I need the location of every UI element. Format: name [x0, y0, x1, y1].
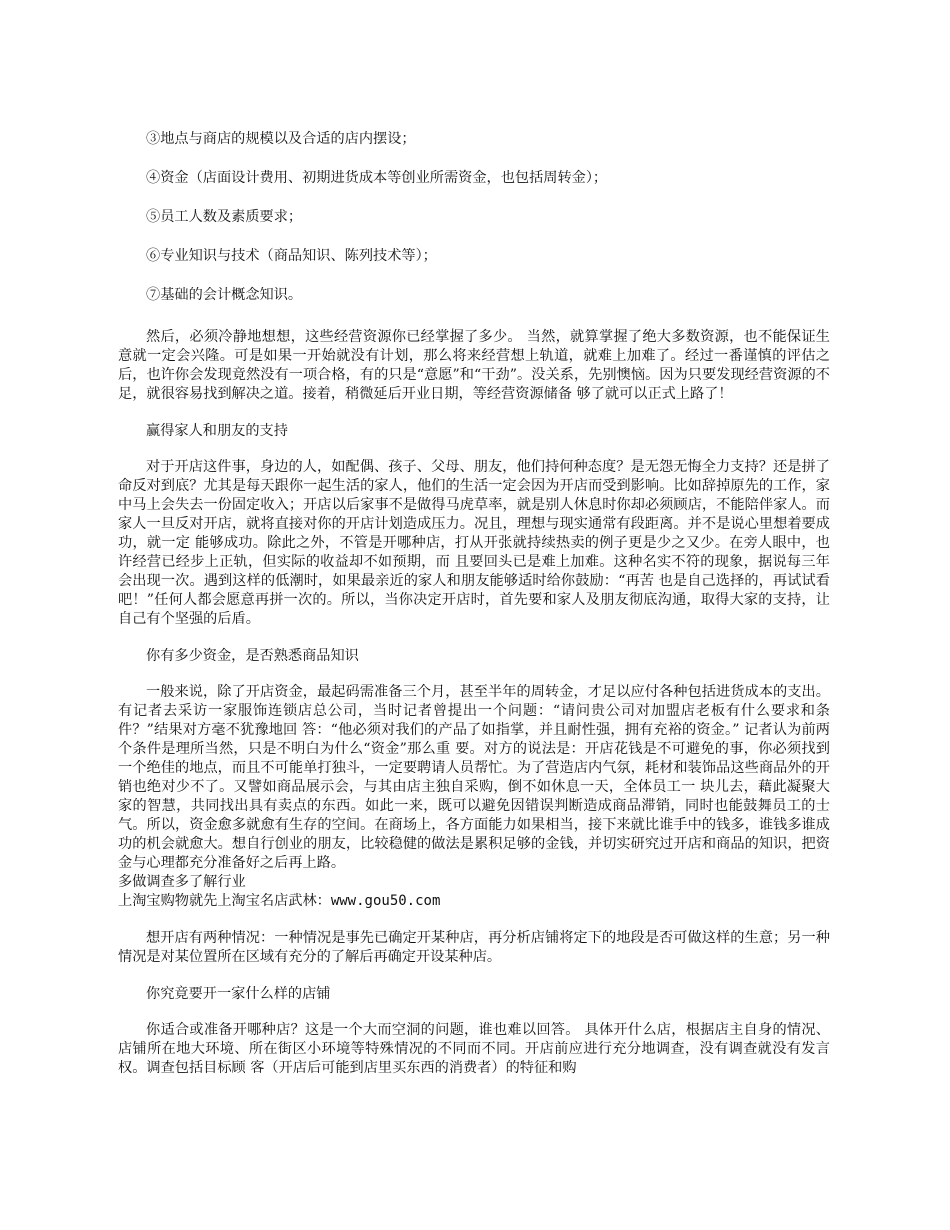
paragraph-two-situations: 想开店有两种情况：一种情况是事先已确定开某种店，再分析店铺将定下的地段是否可做这样的生意；另一种情况是对某位置所在区域有充分的了解后再确定开设某种店。 — [118, 930, 830, 965]
section-heading-what-shop: 你究竟要开一家什么样的店铺 — [146, 986, 331, 1002]
list-item-staff: ⑤员工人数及素质要求； — [146, 209, 303, 225]
line-taobao-promo — [118, 892, 830, 911]
paragraph-family-support: 对于开店这件事，身边的人，如配偶、孩子、父母、朋友，他们持何种态度？是无怨无悔全力支持？还是拼了命反对到底？尤其是每天跟你一起生活的家人，他们的生活一定会因为开店而受到影响。比如辞掉原先的工作，家中马上会失去一份固定收入；开店以后家事不是做得马虎草率，就是别人休息时你却必须顾店，不能陪伴家人。而家人一旦反对开店，就将直接对你的开店计划造成压力。况且，理想与现实通常有段距离。并不是说心里想着要成功，就一定 能够成功。除此之外，不管是开哪种店，打从开张就持续热卖的例子更是少之又少。在旁人眼中，也许经营已经步上正轨，但实际的收益却不如预期，而 且要回头已是难上加难。这种名实不符的现象，据说每三年会出现一次。遇到这样的低潮时，如果最亲近的家人和朋友能够适时给你鼓励：“再苦 也是自己选择的，再试试看吧！”任何人都会愿意再拼一次的。所以，当你决定开店时，首先要和家人及朋友彻底沟通，取得大家的支持，让自己有个坚强的后盾。 — [118, 459, 830, 627]
promo-text: 上淘宝购物就先上淘宝名店武林： — [118, 893, 331, 909]
promo-url: www.gou50.com — [330, 893, 441, 909]
paragraph-funds-knowledge: 一般来说，除了开店资金，最起码需准备三个月，甚至半年的周转金，才足以应付各种包括进货成本的支出。 有记者去采访一家服饰连锁店总公司，当时记者曾提出一个问题：“请问贵公司对加盟店老板有什么要求和条件？”结果对方毫不犹豫地回 答：“他必须对我们的产品了如指掌，并且耐性强，拥有充裕的资金。” 记者认为前两个条件是理所当然，只是不明白为什么“资金”那么重 要。对方的说法是：开店花钱是不可避免的事，你必须找到一个绝佳的地点，而且不可能单打独斗，一定要聘请人员帮忙。为了营造店内气氛，耗材和装饰品这些商品外的开销也绝对少不了。又譬如商品展示会，与其由店主独自采购，倒不如休息一天，全体员工一 块儿去，藉此凝聚大家的智慧，共同找出具有卖点的东西。如此一来，既可以避免因错误判断造成商品滞销，同时也能鼓舞员工的士气。所以，资金愈多就愈有生存的空间。在商场上，各方面能力如果相当，接下来就比谁手中的钱多，谁钱多谁成功的机会就愈大。想自行创业的朋友，比较稳健的做法是累积足够的金钱，并切实研究过开店和商品的知识，把资金与心理都充分准备好之后再上路。 — [118, 684, 830, 871]
paragraph-resources: 然后，必须冷静地想想，这些经营资源你已经掌握了多少。 当然，就算掌握了绝大多数资源，也不能保证生意就一定会兴隆。可是如果一开始就没有计划，那么将来经营想上轨道，就难上加难了。经过一番谨慎的评估之后，也许你会发现竟然没有一项合格，有的只是“意愿”和“干劲”。没关系，先别懊恼。因为只要发现经营资源的不足，就很容易找到解决之道。接着，稍微延后开业日期，等经营资源储备 够了就可以正式上路了！ — [118, 329, 830, 402]
document-page — [118, 128, 830, 1094]
list-item-expertise: ⑥专业知识与技术（商品知识、陈列技术等）； — [146, 248, 437, 264]
list-item-location: ③地点与商店的规模以及合适的店内摆设； — [146, 131, 416, 147]
paragraph-what-shop: 你适合或准备开哪种店？这是一个大而空洞的问题，谁也难以回答。 具体开什么店，根据店主自身的情况、店铺所在地大环境、所在街区小环境等特殊情况的不同而不同。开店前应进行充分地调查，没有调查就没有发言权。调查包括目标顾 客（开店后可能到店里买东西的消费者）的特征和购 — [118, 1022, 830, 1076]
line-research-industry: 多做调查多了解行业 — [118, 874, 246, 890]
list-item-funds: ④资金（店面设计费用、初期进货成本等创业所需资金，也包括周转金）； — [146, 170, 608, 186]
list-item-accounting: ⑦基础的会计概念知识。 — [146, 287, 303, 303]
section-heading-funds-knowledge: 你有多少资金，是否熟悉商品知识 — [146, 648, 359, 664]
section-heading-family-support: 赢得家人和朋友的支持 — [146, 423, 288, 439]
